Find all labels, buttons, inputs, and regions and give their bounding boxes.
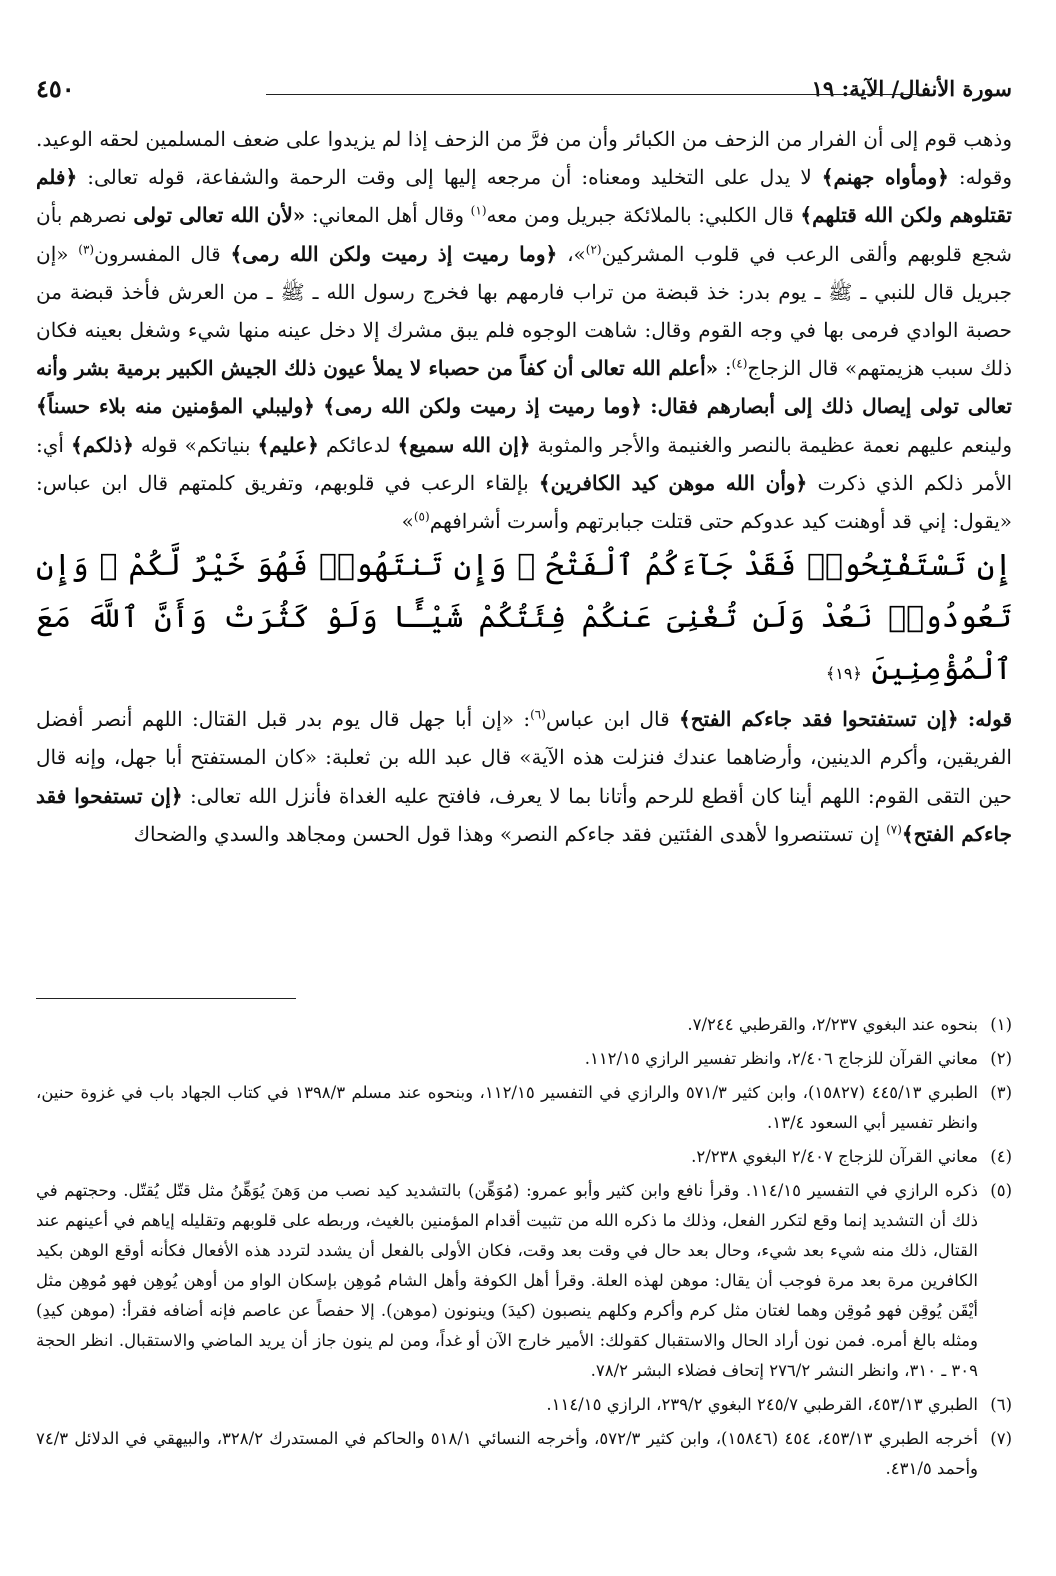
quran-quote: ﴿وما رميت إذ رميت ولكن الله رمى﴾ <box>230 241 558 266</box>
quran-quote: ﴿إن تستفحوا فقد جاءكم الفتح﴾ <box>36 783 1012 846</box>
footnote-ref: (٥) <box>413 509 430 524</box>
footnote-ref: (٤) <box>731 356 748 371</box>
paragraph-commentary-1: وذهب قوم إلى أن الفرار من الزحف من الكبائر وأن من فرَّ من الزحف إذا لم يزيدوا على ضعف المسلمين لحقه الوعيد. وقوله: ﴿ومأواه جهنم﴾ لا يدل على التخليد ومعناه: أن مرجعه إليها إلى وقت الرحمة والشفاعة، قوله تعالى: ﴿فلم تقتلوهم ولكن الله قتلهم﴾ قال الكلبي: بالملائكة جبريل ومن معه$^{(١)}$ وقال أهل المعاني: «لأن الله تعالى تولى نصرهم بأن شجع قلوبهم وألقى الرعب في قلوب المشركين$^{(٢)}$»، ﴿وما رميت إذ رميت ولكن الله رمى﴾ قال المفسرون$^{(٣)}$ «إن جبريل قال للنبي ـ ﷺ ـ يوم بدر: خذ قبضة من تراب فارمهم بها فخرج رسول الله ـ ﷺ ـ من العرش فأخذ قبضة من حصبة الوادي فرمى بها في وجه القوم وقال: شاهت الوجوه فلم يبق مشرك إلا دخل عينه منها شيء وشغل بعينه فكان ذلك سبب هزيمتهم» قال الزجاج$^{(٤)}$: «أعلم الله تعالى أن كفاً من حصباء لا يملأ عيون ذلك الجيش الكبير برمية بشر وأنه تعالى تولى إيصال ذلك إلى أبصارهم فقال: ﴿وما رميت إذ رميت ولكن الله رمى﴾ ﴿وليبلي المؤمنين منه بلاء حسناً﴾ ولينعم عليهم نعمة عظيمة بالنصر والغنيمة والأجر والمثوبة ﴿إن الله سميع﴾ لدعائكم ﴿عليم﴾ بنياتكم» قوله ﴿ذلكم﴾ أي: الأمر ذلكم الذي ذكرت ﴿وأن الله موهن كيد الكافرين﴾ بإلقاء الرعب في قلوبهم، وتفريق كلمتهم قال ابن عباس: «يقول: إني قد أوهنت كيد عدوكم حتى قتلت جبابرتهم وأسرت أشرافهم$^{(٥)}$» <box>36 127 1013 534</box>
footnote: (٦) الطبري ٤٥٣/١٣، القرطبي ٢٤٥/٧ البغوي ٢٣٩/٢، الرازي ١١٤/١٥. <box>546 1395 1012 1414</box>
footnote-ref: (٣) <box>78 241 95 256</box>
quran-quote: ﴿وليبلي المؤمنين منه بلاء حسناً﴾ <box>36 394 315 419</box>
footnote-ref: (٦) <box>530 707 546 722</box>
quran-quote: ﴿وأن الله موهن كيد الكافرين﴾ <box>538 470 808 495</box>
footnote: (٥) ذكره الرازي في التفسير ١١٤/١٥. وقرأ نافع وابن كثير وأبو عمرو: (مُوَهِّن) بالتشديد كيد نصب من وَهنَ يُوَهِّنُ مثل قتّل يُقتّل. وحجتهم في ذلك أن التشديد إنما وقع لتكرر الفعل، وذلك ما ذكره الله من تثبيت أقدام المؤمنين بالغيث، وربطه على قلوبهم وتقليله إياهم في أعينهم عند القتال، ذلك منه شيء بعد شيء، وحال بعد حال في وقت بعد وقت، فكان الأولى بالفعل أن يشدد لتردد هذه الأفعال فكأنه أوقع الوهن بكيد الكافرين مرة بعد مرة فوجب أن يقال: موهن لهذه العلة. وقرأ أهل الكوفة وأهل الشام مُوهِن بإسكان الواو من أوهن يُوهِن فهو مُوهِن مثل أيْقَن يُوقِن فهو مُوقِن وهما لغتان مثل كرم وأكرم وكلهم ينصبون (كيدَ) وينونون (موهن). إلا حفصاً عن عاصم فإنه أضافه فقرأ: (موهن كيدِ) ومثله بالغ أمره. فمن نون أراد الحال والاستقبال كقولك: الأمير خارج الآن أو غداً، ومن لم ينون جاز أن يريد الماضي والاستقبال. انظر الحجة ٣٠٩ ـ ٣١٠، وانظر النشر ٢٧٦/٢ إتحاف فضلاء البشر ٧٨/٢. <box>36 1181 1012 1380</box>
quran-quote: ﴿وما رميت إذ رميت ولكن الله رمى﴾ <box>323 394 642 419</box>
quran-quote: ﴿ذلكم﴾ <box>71 432 134 457</box>
quran-quote: ﴿ومأواه جهنم﴾ <box>821 165 949 190</box>
quran-quote: ﴿إن الله سميع﴾ <box>397 432 531 457</box>
verse-number: ﴿١٩﴾ <box>825 664 862 684</box>
main-text <box>36 120 1012 853</box>
quran-quote: ﴿فلم تقتلوهم ولكن الله قتلهم﴾ <box>36 165 1013 228</box>
footnote-ref: (٢) <box>585 241 602 256</box>
bold-quote: «أعلم الله تعالى أن كفاً من حصباء لا يملأ عيون ذلك الجيش الكبير برمية بشر وأنه تعالى تولى إيصال ذلك إلى أبصارهم فقال: <box>36 356 1012 419</box>
page-header <box>36 70 1012 106</box>
footnotes <box>36 1010 1012 1488</box>
footnote: (١) بنحوه عند البغوي ٢/٢٣٧، والقرطبي ٧/٢٤٤. <box>687 1015 1012 1034</box>
book-page <box>36 70 1012 1540</box>
quran-quote: ﴿عليم﴾ <box>257 432 319 457</box>
bold-quote: «لأن الله تعالى تولى <box>133 203 306 228</box>
footnote-separator <box>36 998 296 999</box>
footnote: (٧) أخرجه الطبري ٤٥٣/١٣، ٤٥٤ (١٥٨٤٦)، وابن كثير ٥٧٢/٣، وأخرجه النسائي ٥١٨/١ والحاكم في المستدرك ٣٢٨/٢، والبيهقي في الدلائل ٧٤/٣ وأحمد ٤٣١/٥. <box>36 1429 1012 1478</box>
footnote-ref: (٧) <box>886 822 902 837</box>
footnote: (٣) الطبري ٤٤٥/١٣ (١٥٨٢٧)، وابن كثير ٥٧١/٣ والرازي في التفسير ١١٢/١٥، وبنحوه عند مسلم ١٣٩٨/٣ في كتاب الجهاد باب في غزوة حنين، وانظر تفسير أبي السعود ١٣/٤. <box>36 1083 1012 1132</box>
paragraph-commentary-2: قوله: ﴿إن تستفتحوا فقد جاءكم الفتح﴾ قال ابن عباس$^{(٦)}$: «إن أبا جهل قال يوم بدر قبل القتال: اللهم أنصر أفضل الفريقين، وأكرم الدينين، وأرضاهما عندك فنزلت هذه الآية» قال عبد الله بن ثعلبة: «كان المستفتح أبا جهل، وإنه قال حين التقى القوم: اللهم أينا كان أقطع للرحم وأتانا بما لا يعرف، فافتح عليه الغداة فأنزل الله تعالى: ﴿إن تستفحوا فقد جاءكم الفتح﴾$^{(٧)}$ إن تستنصروا لأهدى الفئتين فقد جاءكم النصر» وهذا قول الحسن ومجاهد والسدي والضحاك <box>36 707 1012 846</box>
footnote-ref: (١) <box>470 203 487 218</box>
verse-text: إِن تَسْتَفْتِحُوا۟ فَقَدْ جَآءَكُمُ ٱلْفَتْحُ ۖ وَإِن تَنتَهُوا۟ فَهُوَ خَيْرٌ لَّكُمْ ۖ وَإِن تَعُودُوا۟ نَعُدْ وَلَن تُغْنِىَ عَنكُمْ فِئَتُكُمْ شَيْـًٔا وَلَوْ كَثُرَتْ وَأَنَّ ٱللَّهَ مَعَ ٱلْمُؤْمِنِينَ <box>36 548 1012 688</box>
quran-quote: ﴿إن تستفتحوا فقد جاءكم الفتح﴾ <box>679 707 959 732</box>
quran-verse <box>36 540 1012 700</box>
page-number: ٤٥٠ <box>36 73 75 103</box>
header-title: سورة الأنفال/ الآية: ١٩ <box>811 75 1012 101</box>
footnote: (٢) معاني القرآن للزجاج ٢/٤٠٦، وانظر تفسير الرازي ١١٢/١٥. <box>584 1049 1012 1068</box>
header-rule <box>266 94 922 95</box>
footnote: (٤) معاني القرآن للزجاج ٢/٤٠٧ البغوي ٢/٢٣٨. <box>691 1147 1012 1166</box>
